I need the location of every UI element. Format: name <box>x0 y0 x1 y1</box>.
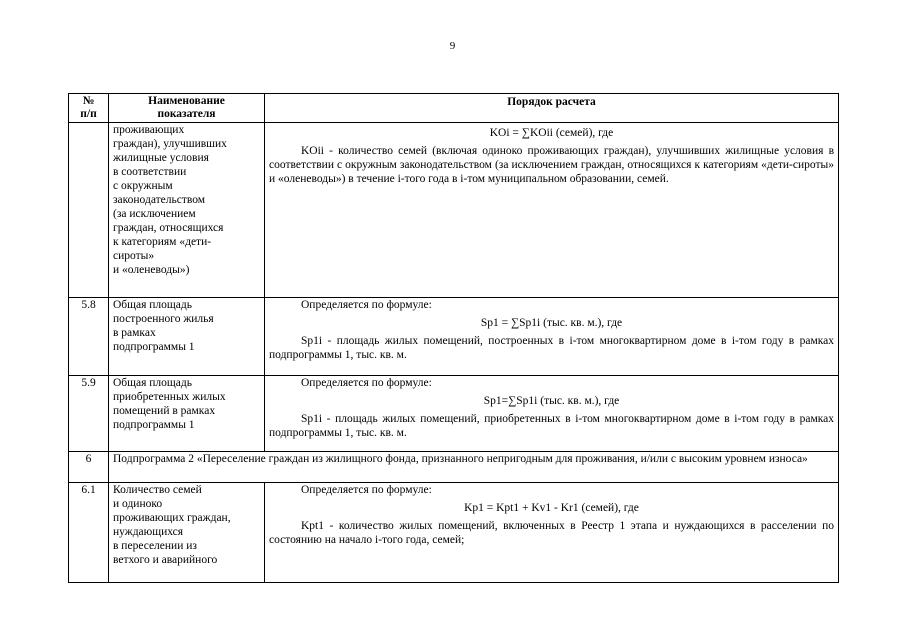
page-number: 9 <box>449 40 456 52</box>
row-name <box>109 123 265 298</box>
header-name <box>109 94 265 123</box>
row-formula: KOi = ∑KOii (семей), где <box>489 127 614 139</box>
header-num-text: № п/п <box>80 95 97 120</box>
row-intro: Определяется по формуле: <box>301 377 432 389</box>
row-num: 6.1 <box>69 483 109 583</box>
row-num <box>69 123 109 298</box>
row-name <box>109 376 265 452</box>
header-num <box>69 94 109 123</box>
row-calc <box>265 123 839 298</box>
row-calc <box>265 298 839 376</box>
row-subprogram-title: Подпрограмма 2 «Переселение граждан из жилищного фонда, признанного непригодным для проживания, и/или с высоким уровнем износа» <box>109 452 839 483</box>
table-row <box>69 483 839 583</box>
row-name-text: Количество семей и одиноко проживающих граждан, нуждающихся в переселении из ветхого и аварийного <box>113 484 231 566</box>
row-formula: Sp1 = ∑Sp1i (тыс. кв. м.), где <box>480 317 623 329</box>
row-name-text: проживающих граждан), улучшивших жилищные условия в соответствии с окружным законодательством (за исключением граждан, относящихся к категориям «дети- сироты» и «оленеводы») <box>113 124 227 276</box>
row-calc <box>265 483 839 583</box>
header-calc-text: Порядок расчета <box>507 96 596 108</box>
row-num: 5.9 <box>69 376 109 452</box>
table-row <box>69 376 839 452</box>
calculation-table <box>68 93 839 583</box>
row-intro: Определяется по формуле: <box>301 484 432 496</box>
table-row <box>69 298 839 376</box>
row-description: Sp1i - площадь жилых помещений, построенных в i-том многоквартирном доме в i-том году в рамках подпрограммы 1, тыс. кв. м. <box>269 335 834 361</box>
header-name-text: Наименование показателя <box>148 95 225 120</box>
row-num: 6 <box>69 452 109 483</box>
row-name <box>109 483 265 583</box>
row-name-text: Общая площадь приобретенных жилых помещений в рамках подпрограммы 1 <box>113 377 226 431</box>
table-row <box>69 123 839 298</box>
row-formula: Sp1=∑Sp1i (тыс. кв. м.), где <box>483 395 620 407</box>
row-description: Sp1i - площадь жилых помещений, приобретенных в i-том многоквартирном доме в i-том году в рамках подпрограммы 1, тыс. кв. м. <box>269 413 834 439</box>
row-formula: Kp1 = Kpt1 + Kv1 - Kr1 (семей), где <box>464 502 639 514</box>
row-num: 5.8 <box>69 298 109 376</box>
row-calc <box>265 376 839 452</box>
row-intro: Определяется по формуле: <box>301 299 432 311</box>
row-name-text: Общая площадь построенного жилья в рамках подпрограммы 1 <box>113 299 214 353</box>
row-name <box>109 298 265 376</box>
header-calc <box>265 94 839 123</box>
table-row <box>69 452 839 483</box>
table-header-row <box>69 94 839 123</box>
row-description: KOii - количество семей (включая одиноко проживающих граждан), улучшивших жилищные условия в соответствии с окружным законодательством (за исключением граждан, относящихся к категориям «дети-сироты» и «оленеводы») в течение i-того года в i-том муниципальном образовании, семей. <box>269 145 834 185</box>
row-description: Kpt1 - количество жилых помещений, включенных в Реестр 1 этапа и нуждающихся в расселении по состоянию на начало i-того года, семей; <box>269 520 834 546</box>
